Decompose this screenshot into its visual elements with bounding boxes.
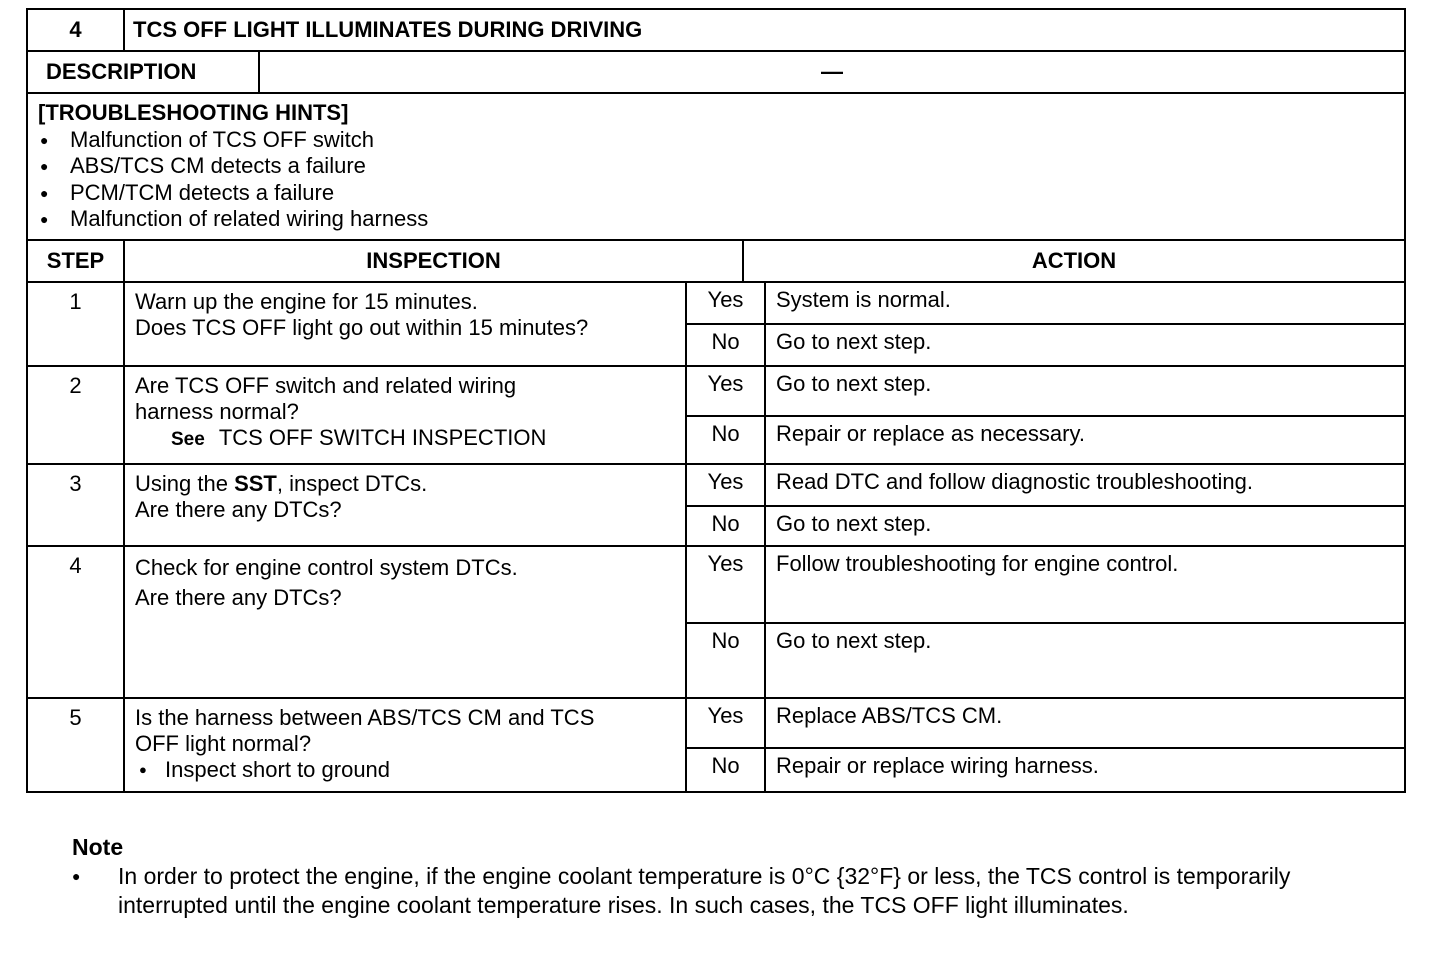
no-label: No xyxy=(687,415,764,463)
inspection-line: Is the harness between ABS/TCS CM and TCS xyxy=(135,704,595,730)
inspection-text xyxy=(125,547,687,697)
step-row xyxy=(28,365,1404,463)
note-section xyxy=(72,832,1402,920)
see-reference-title: TCS OFF SWITCH INSPECTION xyxy=(218,424,547,450)
inspection-line-start: Using the xyxy=(135,470,235,496)
no-action: Repair or replace wiring harness. xyxy=(766,747,1404,791)
see-reference xyxy=(135,425,675,453)
action-column xyxy=(766,465,1404,545)
inspection-text xyxy=(125,283,687,365)
yes-label: Yes xyxy=(707,702,744,728)
step-header: STEP xyxy=(28,241,125,281)
no-action: Go to next step. xyxy=(766,323,1404,365)
yes-label: Yes xyxy=(707,286,744,312)
hint-item: ● Malfunction of TCS OFF switch xyxy=(38,127,1404,154)
description-label: DESCRIPTION xyxy=(28,52,260,92)
inspection-line: Are there any DTCs? xyxy=(135,584,342,610)
hint-item: ● ABS/TCS CM detects a failure xyxy=(38,153,1404,180)
no-action: Go to next step. xyxy=(766,505,1404,545)
no-action: Go to next step. xyxy=(766,622,1404,697)
yes-action: Read DTC and follow diagnostic troubleshooting. xyxy=(776,468,1253,494)
header-row xyxy=(28,10,1404,50)
description-row xyxy=(28,50,1404,92)
troubleshooting-table xyxy=(26,8,1406,793)
step-number: 4 xyxy=(28,547,125,697)
yes-label: Yes xyxy=(707,468,744,494)
yes-label: Yes xyxy=(707,370,744,396)
yes-action: Go to next step. xyxy=(776,370,932,396)
inspection-text xyxy=(125,367,687,463)
no-label: No xyxy=(687,323,764,365)
step-row xyxy=(28,281,1404,365)
hints-title: [TROUBLESHOOTING HINTS] xyxy=(38,100,349,125)
procedure-number: 4 xyxy=(28,10,125,50)
action-column xyxy=(766,283,1404,365)
inspection-line xyxy=(135,471,675,497)
yes-no-column xyxy=(687,367,766,463)
yes-action: System is normal. xyxy=(776,286,951,312)
no-label: No xyxy=(687,505,764,545)
action-column xyxy=(766,699,1404,791)
inspection-bullet: ● Inspect short to ground xyxy=(135,757,675,783)
hints-list xyxy=(38,127,1404,233)
step-row xyxy=(28,463,1404,545)
yes-no-column xyxy=(687,465,766,545)
inspection-line-end: , inspect DTCs. xyxy=(276,470,428,496)
description-value: — xyxy=(821,59,843,84)
troubleshooting-hints xyxy=(28,92,1404,239)
inspection-line: Check for engine control system DTCs. xyxy=(135,554,518,580)
hint-item: ● Malfunction of related wiring harness xyxy=(38,206,1404,233)
step-number: 3 xyxy=(28,465,125,545)
procedure-title: TCS OFF LIGHT ILLUMINATES DURING DRIVING xyxy=(133,17,643,42)
sst-term: SST xyxy=(234,470,277,496)
inspection-line: Are there any DTCs? xyxy=(135,496,342,522)
no-action: Repair or replace as necessary. xyxy=(766,415,1404,463)
hint-item: ● PCM/TCM detects a failure xyxy=(38,180,1404,207)
yes-action: Replace ABS/TCS CM. xyxy=(776,702,1003,728)
inspection-line: OFF light normal? xyxy=(135,730,312,756)
inspection-text xyxy=(125,699,687,791)
step-number: 2 xyxy=(28,367,125,463)
step-row xyxy=(28,697,1404,791)
yes-no-column xyxy=(687,699,766,791)
yes-label: Yes xyxy=(707,550,744,576)
yes-no-column xyxy=(687,283,766,365)
yes-action: Follow troubleshooting for engine control. xyxy=(776,550,1179,576)
inspection-line: harness normal? xyxy=(135,398,299,424)
action-header: ACTION xyxy=(1031,247,1117,273)
note-title: Note xyxy=(72,834,124,860)
see-label: See xyxy=(171,428,205,450)
inspection-line: Are TCS OFF switch and related wiring xyxy=(135,372,517,398)
no-label: No xyxy=(687,622,764,697)
yes-no-column xyxy=(687,547,766,697)
note-body: ● In order to protect the engine, if the engine coolant temperature is 0°C {32°F} or less, the TCS control is temporarily interrupted until the engine coolant temperature rises. In such cases, the TCS OFF light illuminates. xyxy=(72,862,1402,920)
action-column xyxy=(766,547,1404,697)
action-column xyxy=(766,367,1404,463)
column-headers xyxy=(28,239,1404,281)
no-label: No xyxy=(687,747,764,791)
step-number: 5 xyxy=(28,699,125,791)
step-row xyxy=(28,545,1404,697)
step-number: 1 xyxy=(28,283,125,365)
inspection-header: INSPECTION xyxy=(125,241,744,281)
inspection-line: Warn up the engine for 15 minutes. xyxy=(135,288,478,314)
inspection-line: Does TCS OFF light go out within 15 minutes? xyxy=(135,314,589,340)
inspection-text xyxy=(125,465,687,545)
